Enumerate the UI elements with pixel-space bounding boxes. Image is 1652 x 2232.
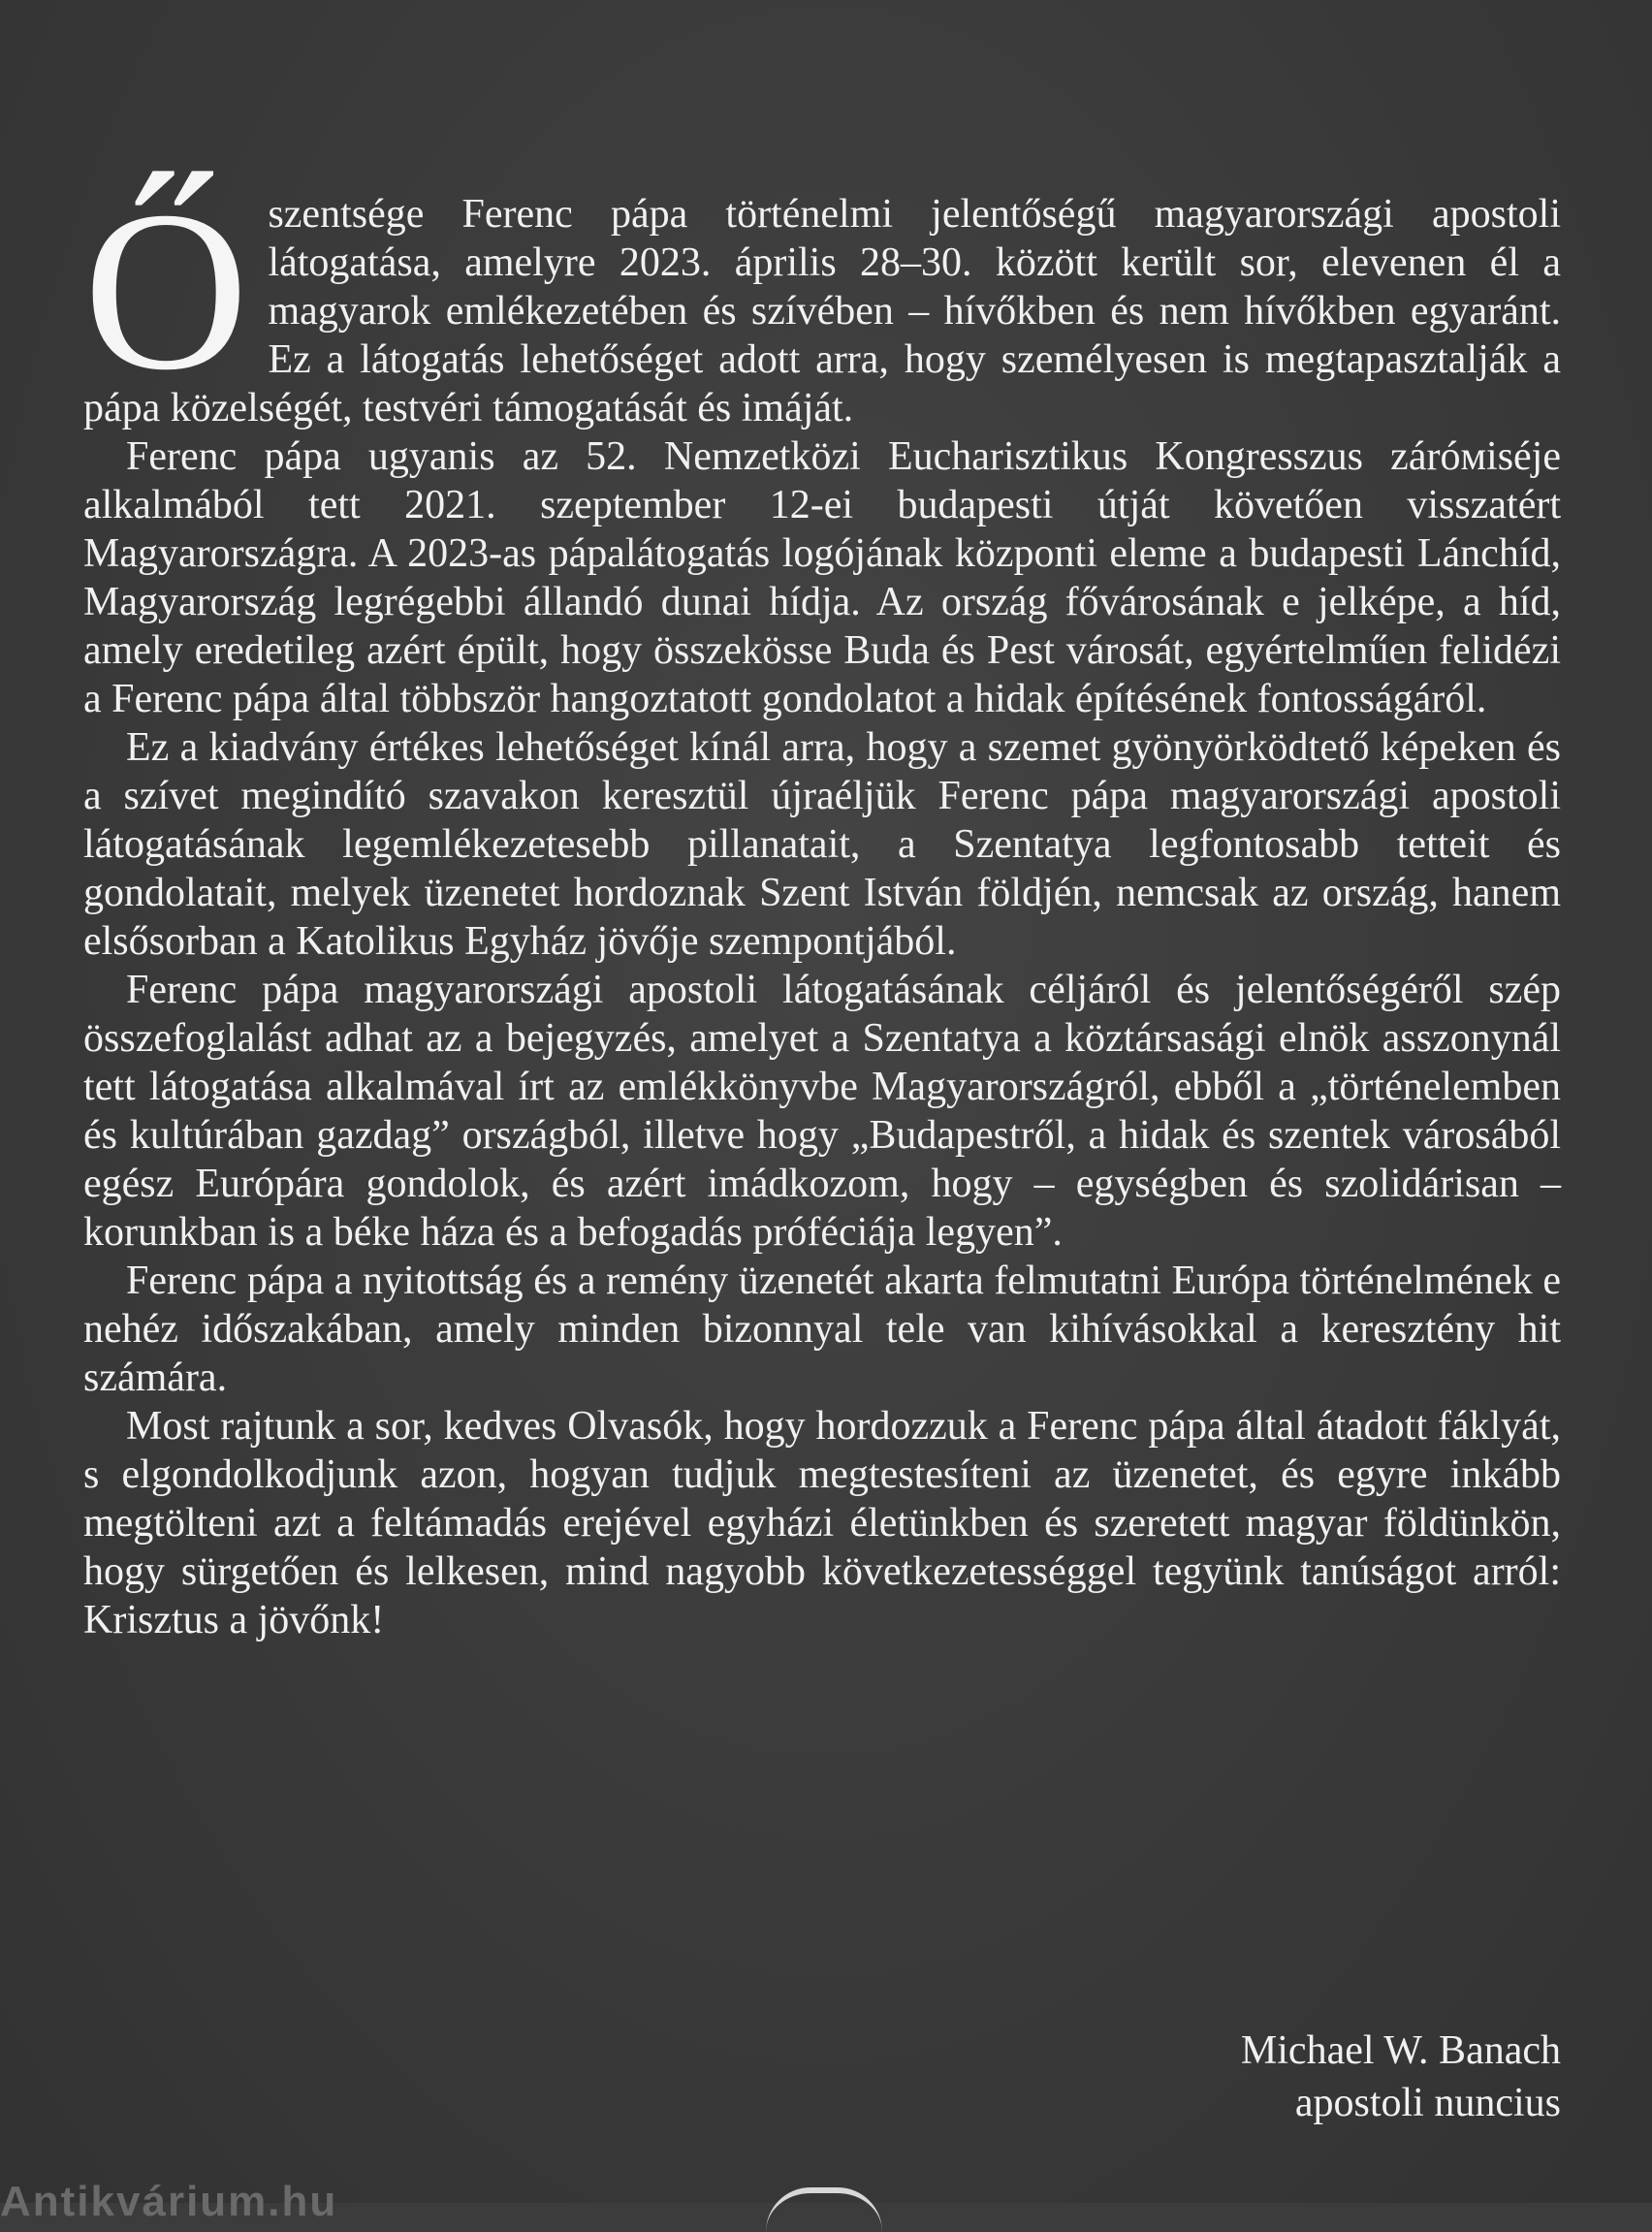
watermark: Antikvárium.hu	[0, 2178, 338, 2225]
decorative-arc	[766, 2187, 882, 2232]
signature-block	[1241, 2025, 1561, 2129]
paragraph-5: Ferenc pápa a nyitottság és a remény üzenetét akarta felmutatni Európa történelmének e nehéz időszakában, amely minden bizonnyal tele van kihívásokkal a keresztény hit számára.	[83, 1259, 1561, 1400]
paragraph-3: Ez a kiadvány értékes lehetőséget kínál arra, hogy a szemet gyönyörködtető képeken és a szívet megindító szavakon keresztül újraéljük Ferenc pápa magyarországi apostoli látogatásának legemlékezetesebb pillanatait, a Szentatya legfontosabb tetteit és gondolatait, melyek üzenetet hordoznak Szent István földjén, nemcsak az ország, hanem elsősorban a Katolikus Egyház jövője szempontjából.	[83, 725, 1561, 964]
paragraph-2: Ferenc pápa ugyanis az 52. Nemzetközi Eucharisztikus Kongresszus záróміséje alkalmából tett 2021. szeptember 12-ei budapesti útját követően visszatért Magyarországra. A 2023-as pápalátogatás logójának központi eleme a budapesti Lánchíd, Magyarország legrégebbi állandó dunai hídja. Az ország fővárosának e jelképe, a híd, amely eredetileg azért épült, hogy összekösse Buda és Pest városát, egyértelműen felidézi a Ferenc pápa által többször hangoztatott gondolatot a hidak építésének fontosságáról.	[83, 434, 1561, 721]
paragraph-6: Most rajtunk a sor, kedves Olvasók, hogy hordozzuk a Ferenc pápa által átadott fáklyát, s elgondolkodjunk azon, hogyan tudjuk megtestesíteni az üzenetet, és egyre inkább megtölteni azt a feltámadás erejével egyházi életünkben és szeretett magyar földünkön, hogy sürgetően és lelkesen, mind nagyobb következetességgel tegyünk tanúságot arról: Krisztus a jövőnk!	[83, 1404, 1561, 1642]
paragraph-1	[83, 165, 1561, 432]
signature-name: Michael W. Banach	[1240, 2028, 1561, 2073]
drop-cap: Ő	[83, 165, 249, 418]
paragraph-1-text: szentsége Ferenc pápa történelmi jelentőségű magyarországi apostoli látogatása, amelyre 2023. április 28–30. között került sor, elevenen él a magyarok emlékezetében és szívében – hívőkben és nem hívőkben egyaránt. Ez a látogatás lehetőséget adott arra, hogy személyesen is megtapasztalják a pápa közelségét, testvéri támogatását és imáját.	[83, 192, 1561, 430]
signature-title: apostoli nuncius	[1294, 2081, 1561, 2125]
article-body	[83, 165, 1561, 1644]
paragraph-4: Ferenc pápa magyarországi apostoli látogatásának céljáról és jelentőségéről szép összefoglalást adhat az a bejegyzés, amelyet a Szentatya a köztársasági elnök asszonynál tett látogatása alkalmával írt az emlékkönyvbe Magyarországról, ebből a „történelemben és kultúrában gazdag” országból, illetve hogy „Budapestről, a hidak és szentek városából egész Európára gondolok, és azért imádkozom, hogy – egységben és szolidárisan – korunkban is a béke háza és a befogadás próféciája legyen”.	[83, 968, 1561, 1255]
